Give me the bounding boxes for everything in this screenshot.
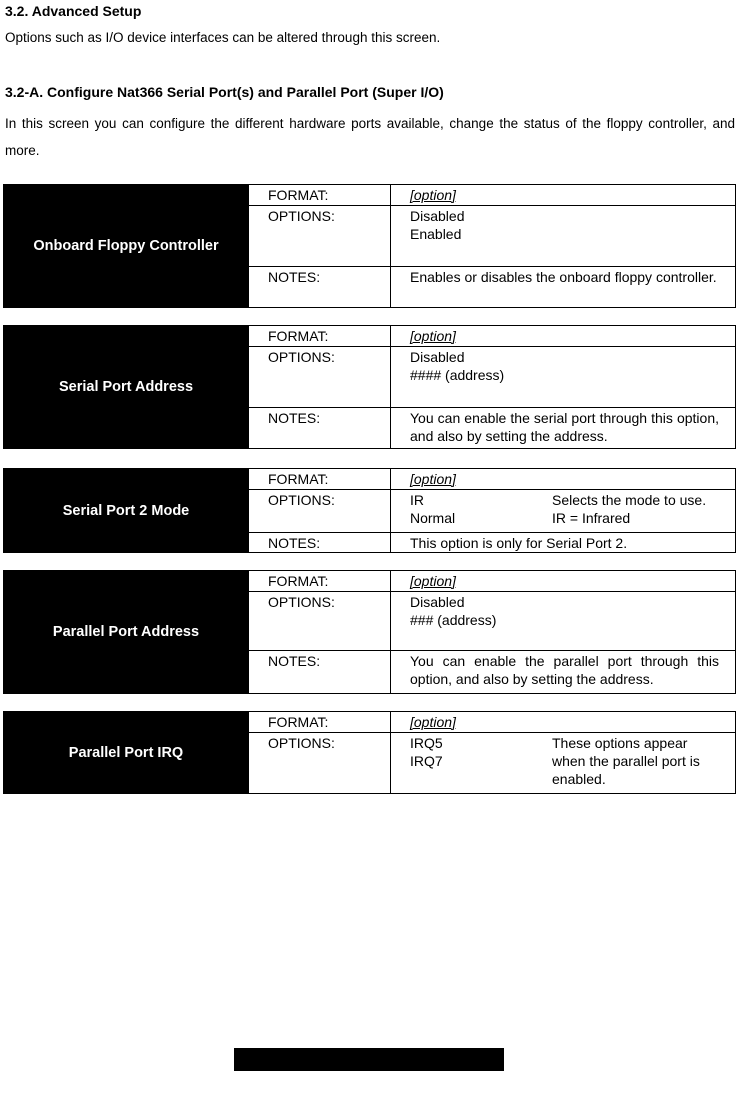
notes-label: NOTES: [249,651,391,694]
notes-label: NOTES: [249,408,391,449]
notes-value: You can enable the serial port through this option, and also by setting the address. [391,408,736,449]
option-note: Selects the mode to use. [552,492,707,508]
setting-name: Parallel Port IRQ [4,712,249,794]
subsection-description: In this screen you can configure the different hardware ports available, change the status of the floppy controller, and more. [5,116,735,158]
serial-port-address-table [3,325,736,449]
format-value: [option] [410,471,456,487]
format-label: FORMAT: [249,469,391,490]
option-item: IR [410,492,424,508]
notes-label: NOTES: [249,267,391,308]
option-item: #### (address) [410,367,505,383]
setting-name: Serial Port Address [4,326,249,449]
parallel-port-irq-table [3,711,736,794]
setting-name: Serial Port 2 Mode [4,469,249,553]
option-item: Disabled [410,208,465,224]
option-item: IRQ5 [410,735,443,751]
options-label: OPTIONS: [249,733,391,794]
option-item: ### (address) [410,612,497,628]
format-label: FORMAT: [249,571,391,592]
option-note: These options appear when the parallel port is enabled. [552,735,700,787]
options-label: OPTIONS: [249,206,391,267]
parallel-port-address-table [3,570,736,694]
section-title: 3.2. Advanced Setup [5,3,142,19]
setting-name: Parallel Port Address [4,571,249,694]
footer-bar [234,1048,504,1071]
subsection-title: 3.2-A. Configure Nat366 Serial Port(s) and Parallel Port (Super I/O) [5,84,444,100]
options-label: OPTIONS: [249,490,391,533]
format-value: [option] [410,573,456,589]
section-intro: Options such as I/O device interfaces can be altered through this screen. [5,30,441,45]
format-label: FORMAT: [249,712,391,733]
setting-name: Onboard Floppy Controller [4,185,249,308]
option-item: Disabled [410,594,465,610]
format-value: [option] [410,714,456,730]
option-note: IR = Infrared [552,510,631,526]
option-item: Enabled [410,226,462,242]
format-value: [option] [410,328,456,344]
options-label: OPTIONS: [249,347,391,408]
notes-value: This option is only for Serial Port 2. [391,533,736,553]
options-label: OPTIONS: [249,592,391,651]
option-item: Disabled [410,349,465,365]
format-value: [option] [410,187,456,203]
floppy-controller-table [3,184,736,308]
option-item: IRQ7 [410,753,443,769]
notes-value: You can enable the parallel port through this option, and also by setting the address. [391,651,736,694]
format-label: FORMAT: [249,185,391,206]
notes-label: NOTES: [249,533,391,553]
format-label: FORMAT: [249,326,391,347]
option-item: Normal [410,510,456,526]
serial-port-2-mode-table [3,468,736,553]
notes-value: Enables or disables the onboard floppy controller. [391,267,736,308]
